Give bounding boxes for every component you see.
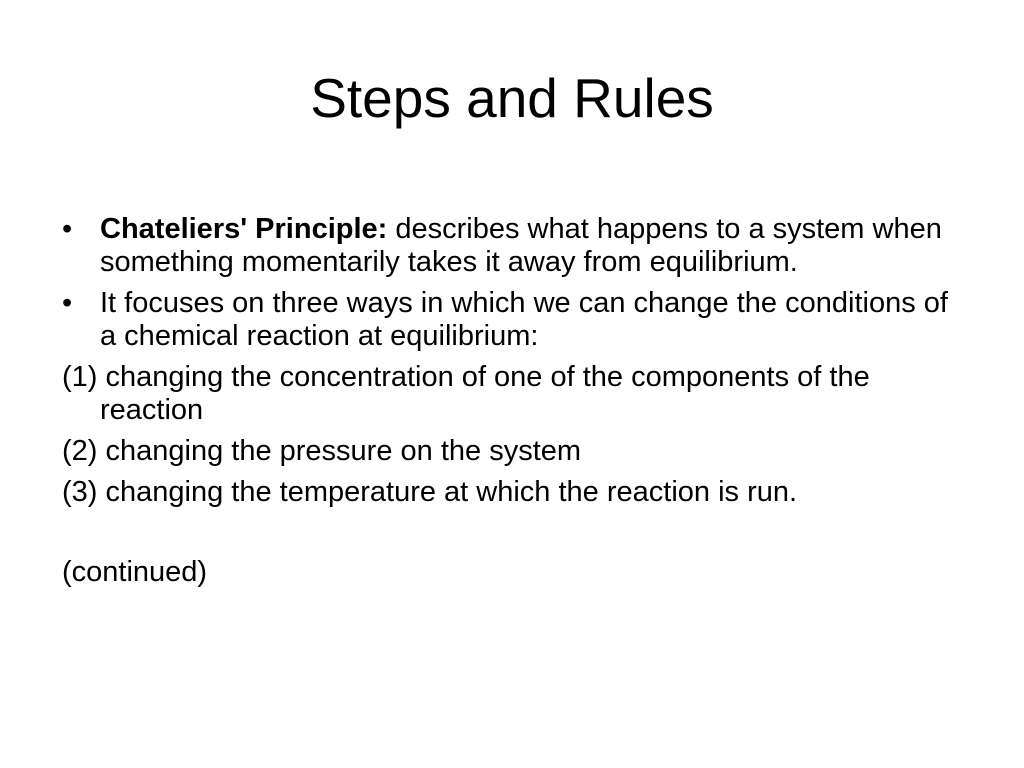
list-item-temperature: (3) changing the temperature at which the reaction is run. xyxy=(62,476,798,508)
definition-text: describes what happens to a system when something momentarily takes it away from equilibrium. xyxy=(100,213,942,278)
term-chateliers-principle: Chateliers' Principle: xyxy=(100,213,388,245)
slide-body xyxy=(62,213,972,589)
spacer xyxy=(62,517,972,556)
slide-title: Steps and Rules xyxy=(310,67,714,129)
bullet-three-ways xyxy=(62,287,972,353)
bullet-text: It focuses on three ways in which we can change the conditions of a chemical reaction at equilibrium: xyxy=(100,287,948,352)
continued-note: (continued) xyxy=(62,556,208,588)
list-item-pressure: (2) changing the pressure on the system xyxy=(62,435,582,467)
bullet-marker: • xyxy=(62,213,73,245)
bullet-marker: • xyxy=(62,287,73,319)
bullet-chateliers-principle xyxy=(62,213,972,279)
list-item-concentration: (1) changing the concentration of one of the components of the reaction xyxy=(62,361,870,426)
